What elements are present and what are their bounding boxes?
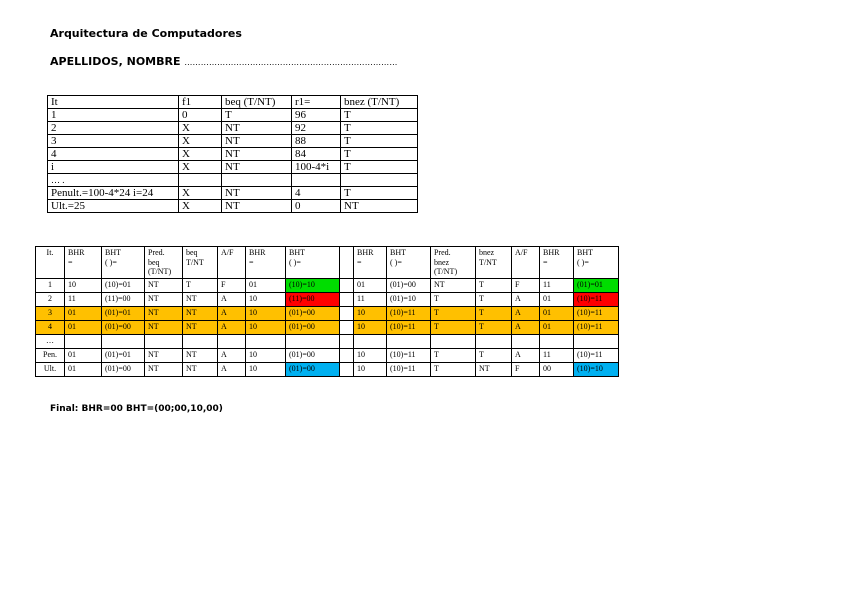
cell: 10 bbox=[354, 320, 387, 334]
cell: X bbox=[179, 161, 222, 174]
cell: 0 bbox=[179, 109, 222, 122]
cell bbox=[292, 174, 341, 187]
header-line: A/F bbox=[221, 248, 234, 257]
cell: 96 bbox=[292, 109, 341, 122]
header-line: (T/NT) bbox=[434, 267, 458, 276]
cell: NT bbox=[222, 187, 292, 200]
cell: 84 bbox=[292, 148, 341, 161]
cell: (01)=00 bbox=[102, 362, 145, 376]
cell bbox=[183, 334, 218, 348]
cell: 3 bbox=[48, 135, 179, 148]
cell bbox=[340, 348, 354, 362]
cell bbox=[65, 334, 102, 348]
cell bbox=[340, 306, 354, 320]
header-line: BHR bbox=[357, 248, 374, 257]
cell: 1 bbox=[36, 278, 65, 292]
table-row bbox=[36, 306, 619, 320]
cell: NT bbox=[183, 320, 218, 334]
iteration-table bbox=[47, 95, 418, 213]
table-row bbox=[36, 278, 619, 292]
cell: 11 bbox=[354, 292, 387, 306]
header-line: BHT bbox=[105, 248, 121, 257]
header-line: (T/NT) bbox=[148, 267, 172, 276]
cell: T bbox=[476, 306, 512, 320]
cell: (01)=00 bbox=[387, 278, 431, 292]
cell: T bbox=[476, 320, 512, 334]
cell: A bbox=[512, 292, 540, 306]
cell bbox=[286, 334, 340, 348]
header-line: BHT bbox=[577, 248, 593, 257]
name-dots: …………………………………………………………………… bbox=[184, 58, 398, 67]
cell: (10)=11 bbox=[387, 362, 431, 376]
name-label: APELLIDOS, NOMBRE bbox=[50, 55, 181, 68]
table-row bbox=[36, 320, 619, 334]
header-line: T/NT bbox=[186, 257, 204, 267]
cell: 10 bbox=[246, 320, 286, 334]
cell: 01 bbox=[540, 306, 574, 320]
cell: 2 bbox=[36, 292, 65, 306]
cell: NT bbox=[145, 306, 183, 320]
cell: (11)=00 bbox=[286, 292, 340, 306]
header-bnez: bnez (T/NT) bbox=[341, 96, 418, 109]
header-line: BHR bbox=[249, 248, 266, 257]
cell: NT bbox=[145, 278, 183, 292]
cell: X bbox=[179, 187, 222, 200]
header-line: A/F bbox=[515, 248, 528, 257]
cell bbox=[574, 334, 619, 348]
header-cell bbox=[340, 247, 354, 279]
cell: T bbox=[341, 109, 418, 122]
header-line: bnez bbox=[479, 248, 495, 257]
header-cell bbox=[387, 247, 431, 279]
cell: NT bbox=[183, 292, 218, 306]
cell: 4 bbox=[36, 320, 65, 334]
cell bbox=[340, 292, 354, 306]
header-line: It. bbox=[46, 248, 54, 257]
cell bbox=[354, 334, 387, 348]
table-row bbox=[48, 161, 418, 174]
cell: i bbox=[48, 161, 179, 174]
cell: (10)=11 bbox=[574, 306, 619, 320]
table-row bbox=[48, 148, 418, 161]
cell: X bbox=[179, 135, 222, 148]
table-row bbox=[36, 334, 619, 348]
cell: (10)=10 bbox=[286, 278, 340, 292]
cell: (01)=00 bbox=[286, 320, 340, 334]
header-cell bbox=[286, 247, 340, 279]
cell: T bbox=[476, 278, 512, 292]
cell: NT bbox=[476, 362, 512, 376]
header-line: ( )= bbox=[577, 257, 589, 267]
cell: T bbox=[431, 362, 476, 376]
table-row bbox=[48, 200, 418, 213]
cell bbox=[341, 174, 418, 187]
cell: 0 bbox=[292, 200, 341, 213]
cell: 10 bbox=[246, 292, 286, 306]
cell bbox=[179, 174, 222, 187]
header-line: = bbox=[68, 257, 73, 267]
cell: NT bbox=[222, 200, 292, 213]
cell: NT bbox=[222, 148, 292, 161]
table-row bbox=[48, 135, 418, 148]
header-f1: f1 bbox=[179, 96, 222, 109]
header-line: Pred. bbox=[148, 248, 165, 257]
cell: A bbox=[218, 348, 246, 362]
cell bbox=[387, 334, 431, 348]
cell: T bbox=[431, 306, 476, 320]
header-line: Pred. bbox=[434, 248, 451, 257]
cell: (10)=11 bbox=[574, 292, 619, 306]
cell bbox=[145, 334, 183, 348]
cell: F bbox=[512, 362, 540, 376]
cell: NT bbox=[145, 348, 183, 362]
cell bbox=[246, 334, 286, 348]
cell: 01 bbox=[354, 278, 387, 292]
iteration-table-header bbox=[48, 96, 418, 109]
cell: NT bbox=[222, 135, 292, 148]
cell: T bbox=[431, 320, 476, 334]
header-line: = bbox=[357, 257, 362, 267]
cell: (01)=01 bbox=[102, 348, 145, 362]
cell: 01 bbox=[65, 348, 102, 362]
header-line: BHR bbox=[543, 248, 560, 257]
cell: … bbox=[36, 334, 65, 348]
cell: T bbox=[341, 161, 418, 174]
cell: (10)=11 bbox=[387, 306, 431, 320]
header-line: = bbox=[249, 257, 254, 267]
cell: (10)=11 bbox=[387, 320, 431, 334]
final-result: Final: BHR=00 BHT=(00;00,10,00) bbox=[50, 404, 223, 414]
cell: 01 bbox=[246, 278, 286, 292]
cell bbox=[222, 174, 292, 187]
header-cell bbox=[218, 247, 246, 279]
header-cell bbox=[246, 247, 286, 279]
table-row bbox=[48, 109, 418, 122]
cell: 2 bbox=[48, 122, 179, 135]
table-row bbox=[48, 122, 418, 135]
cell: A bbox=[512, 306, 540, 320]
cell bbox=[540, 334, 574, 348]
cell: (01)=01 bbox=[102, 306, 145, 320]
cell: 10 bbox=[246, 348, 286, 362]
cell: 01 bbox=[65, 306, 102, 320]
header-cell bbox=[512, 247, 540, 279]
name-field-line bbox=[50, 55, 398, 68]
cell bbox=[102, 334, 145, 348]
cell: T bbox=[222, 109, 292, 122]
cell: (01)=00 bbox=[286, 362, 340, 376]
cell: T bbox=[431, 348, 476, 362]
cell: (10)=01 bbox=[102, 278, 145, 292]
cell: NT bbox=[145, 362, 183, 376]
predictor-table-header bbox=[36, 247, 619, 279]
cell: … . bbox=[48, 174, 179, 187]
table-row bbox=[36, 348, 619, 362]
cell: (01)=00 bbox=[286, 348, 340, 362]
cell: (10)=11 bbox=[387, 348, 431, 362]
cell: 10 bbox=[65, 278, 102, 292]
cell: NT bbox=[183, 362, 218, 376]
header-line: bnez bbox=[434, 257, 450, 267]
cell bbox=[340, 362, 354, 376]
cell: Ult. bbox=[36, 362, 65, 376]
cell: T bbox=[341, 135, 418, 148]
table-row bbox=[48, 174, 418, 187]
header-cell bbox=[183, 247, 218, 279]
cell: 01 bbox=[540, 292, 574, 306]
header-line: T/NT bbox=[479, 257, 497, 267]
header-line: ( )= bbox=[289, 257, 301, 267]
cell: X bbox=[179, 200, 222, 213]
cell: 11 bbox=[65, 292, 102, 306]
cell: X bbox=[179, 148, 222, 161]
cell bbox=[340, 320, 354, 334]
cell: 10 bbox=[246, 306, 286, 320]
header-cell bbox=[36, 247, 65, 279]
cell: 100-4*i bbox=[292, 161, 341, 174]
header-cell bbox=[476, 247, 512, 279]
cell: T bbox=[476, 292, 512, 306]
cell: 10 bbox=[246, 362, 286, 376]
cell: NT bbox=[222, 122, 292, 135]
cell: Ult.=25 bbox=[48, 200, 179, 213]
header-it: It bbox=[48, 96, 179, 109]
header-line: ( )= bbox=[390, 257, 402, 267]
header-cell bbox=[65, 247, 102, 279]
header-line: BHR bbox=[68, 248, 85, 257]
cell: Penult.=100-4*24 i=24 bbox=[48, 187, 179, 200]
cell: NT bbox=[222, 161, 292, 174]
cell: Pen. bbox=[36, 348, 65, 362]
cell: NT bbox=[183, 306, 218, 320]
header-r1: r1= bbox=[292, 96, 341, 109]
cell: A bbox=[512, 320, 540, 334]
cell: 4 bbox=[292, 187, 341, 200]
header-cell bbox=[540, 247, 574, 279]
cell: 4 bbox=[48, 148, 179, 161]
cell: T bbox=[341, 122, 418, 135]
cell: (11)=00 bbox=[102, 292, 145, 306]
cell: T bbox=[183, 278, 218, 292]
cell: T bbox=[341, 148, 418, 161]
header-line: beq bbox=[186, 248, 198, 257]
table-row bbox=[36, 292, 619, 306]
header-line: ( )= bbox=[105, 257, 117, 267]
header-beq: beq (T/NT) bbox=[222, 96, 292, 109]
cell: 88 bbox=[292, 135, 341, 148]
cell: 11 bbox=[540, 348, 574, 362]
cell: (10)=11 bbox=[574, 348, 619, 362]
cell: 11 bbox=[540, 278, 574, 292]
cell: T bbox=[431, 292, 476, 306]
header-cell bbox=[354, 247, 387, 279]
header-line: = bbox=[543, 257, 548, 267]
table-row bbox=[36, 362, 619, 376]
cell: (01)=00 bbox=[102, 320, 145, 334]
header-cell bbox=[574, 247, 619, 279]
cell: 3 bbox=[36, 306, 65, 320]
cell: NT bbox=[431, 278, 476, 292]
cell bbox=[340, 278, 354, 292]
cell: 1 bbox=[48, 109, 179, 122]
cell: 10 bbox=[354, 362, 387, 376]
cell: (01)=10 bbox=[387, 292, 431, 306]
cell bbox=[431, 334, 476, 348]
cell: NT bbox=[145, 292, 183, 306]
cell bbox=[476, 334, 512, 348]
header-cell bbox=[102, 247, 145, 279]
cell: NT bbox=[145, 320, 183, 334]
cell: 01 bbox=[65, 320, 102, 334]
cell: T bbox=[476, 348, 512, 362]
cell: A bbox=[218, 292, 246, 306]
cell bbox=[218, 334, 246, 348]
cell: T bbox=[341, 187, 418, 200]
cell: (10)=10 bbox=[574, 362, 619, 376]
cell: (01)=00 bbox=[286, 306, 340, 320]
header-line: beq bbox=[148, 257, 160, 267]
header-cell bbox=[431, 247, 476, 279]
cell: (01)=01 bbox=[574, 278, 619, 292]
header-line: BHT bbox=[390, 248, 406, 257]
cell: NT bbox=[341, 200, 418, 213]
header-cell bbox=[145, 247, 183, 279]
cell: NT bbox=[183, 348, 218, 362]
document-title: Arquitectura de Computadores bbox=[50, 27, 242, 40]
cell: F bbox=[512, 278, 540, 292]
cell: X bbox=[179, 122, 222, 135]
cell: (10)=11 bbox=[574, 320, 619, 334]
cell: A bbox=[512, 348, 540, 362]
table-row bbox=[48, 187, 418, 200]
cell: 01 bbox=[540, 320, 574, 334]
cell: 92 bbox=[292, 122, 341, 135]
cell: A bbox=[218, 362, 246, 376]
cell: 10 bbox=[354, 306, 387, 320]
cell: A bbox=[218, 306, 246, 320]
cell: 01 bbox=[65, 362, 102, 376]
branch-predictor-table bbox=[35, 246, 619, 377]
cell: F bbox=[218, 278, 246, 292]
cell: 00 bbox=[540, 362, 574, 376]
cell bbox=[512, 334, 540, 348]
cell: 10 bbox=[354, 348, 387, 362]
cell: A bbox=[218, 320, 246, 334]
cell bbox=[340, 334, 354, 348]
header-line: BHT bbox=[289, 248, 305, 257]
